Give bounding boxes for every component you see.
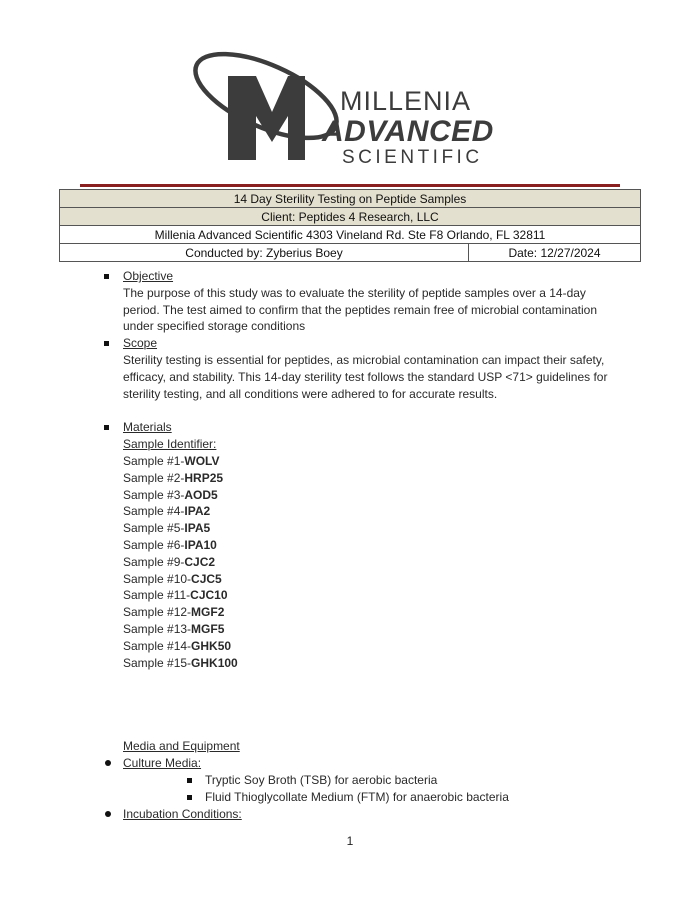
square-bullet-icon: [104, 341, 109, 346]
scope-text: Sterility testing is essential for peptides, as microbial contamination can impact their safety, efficacy, and stability. This 14-day sterility test follows the standard USP <71> guidelines for sterility testing, and all conditions were adhered to for accurate results.: [123, 352, 608, 401]
report-header-table: [59, 189, 641, 262]
list-item: [123, 470, 623, 487]
sample-list: [123, 453, 623, 671]
scope-heading: [123, 335, 623, 352]
square-bullet-icon: [104, 425, 109, 430]
list-item: [123, 503, 623, 520]
objective-title: Objective: [123, 269, 174, 283]
sample-code: GHK100: [191, 655, 238, 670]
client-name: Client: Peptides 4 Research, LLC: [60, 208, 641, 226]
round-bullet-icon: [105, 760, 111, 766]
list-item: [123, 638, 623, 655]
list-item: [123, 587, 623, 604]
logo-m-mark: [228, 76, 305, 160]
sample-prefix: Sample #5-: [123, 521, 185, 536]
materials-heading: [123, 419, 623, 436]
sample-prefix: Sample #9-: [123, 554, 185, 569]
sample-code: HRP25: [184, 470, 224, 485]
sample-prefix: Sample #14-: [123, 638, 192, 653]
sample-code: AOD5: [184, 487, 218, 502]
objective-text: The purpose of this study was to evaluate the sterility of peptide samples over a 14-day period. The test aimed to confirm that the peptides remain free of microbial contamination under specified storage conditions: [123, 285, 598, 334]
round-bullet-icon: [105, 811, 111, 817]
logo-text-scientific: SCIENTIFIC: [342, 147, 483, 168]
logo-text-advanced: ADVANCED: [322, 115, 494, 148]
list-item: [123, 487, 623, 504]
sample-identifier-label: Sample Identifier:: [123, 437, 217, 452]
list-item: [123, 604, 623, 621]
sample-code: IPA10: [184, 537, 217, 552]
square-bullet-icon: [104, 274, 109, 279]
sample-prefix: Sample #13-: [123, 621, 192, 636]
report-title: 14 Day Sterility Testing on Peptide Samples: [60, 190, 641, 208]
sample-prefix: Sample #10-: [123, 571, 192, 586]
list-item: [123, 772, 623, 789]
square-bullet-icon: [187, 778, 192, 783]
conducted-by: Conducted by: Zyberius Boey: [60, 244, 469, 262]
list-item: [123, 554, 623, 571]
list-item: [123, 571, 623, 588]
sample-prefix: Sample #12-: [123, 605, 192, 620]
sample-prefix: Sample #6-: [123, 537, 185, 552]
scope-title: Scope: [123, 336, 158, 351]
sample-code: WOLV: [184, 453, 220, 468]
list-item: [123, 621, 623, 638]
sample-code: MGF5: [191, 621, 225, 636]
list-item: [123, 789, 623, 806]
list-item: [123, 453, 623, 470]
culture-media-heading: [123, 755, 623, 772]
materials-title: Materials: [123, 420, 172, 435]
incubation-heading: [123, 806, 623, 823]
sample-prefix: Sample #3-: [123, 487, 185, 502]
page-number: 1: [346, 834, 354, 848]
sample-code: CJC5: [191, 571, 222, 586]
culture-item-ftm: Fluid Thioglycollate Medium (FTM) for anaerobic bacteria: [205, 789, 509, 804]
sample-code: GHK50: [191, 638, 232, 653]
logo-text-millenia: MILLENIA: [340, 86, 472, 116]
sample-prefix: Sample #4-: [123, 504, 185, 519]
sample-prefix: Sample #1-: [123, 453, 185, 468]
sample-prefix: Sample #15-: [123, 655, 192, 670]
media-equipment-heading: Media and Equipment: [123, 739, 240, 754]
objective-heading: [123, 268, 623, 285]
company-logo: [190, 38, 520, 168]
sample-prefix: Sample #11-: [123, 588, 191, 603]
header-divider: [80, 184, 620, 187]
culture-item-tsb: Tryptic Soy Broth (TSB) for aerobic bacteria: [205, 772, 438, 787]
report-body: [123, 268, 623, 822]
report-date: Date: 12/27/2024: [469, 244, 641, 262]
square-bullet-icon: [187, 795, 192, 800]
table-row: [60, 208, 641, 226]
sample-code: CJC2: [184, 554, 216, 569]
table-row: [60, 226, 641, 244]
lab-address: Millenia Advanced Scientific 4303 Vineland Rd. Ste F8 Orlando, FL 32811: [60, 226, 641, 244]
sample-code: MGF2: [191, 605, 225, 620]
sample-code: IPA2: [184, 504, 211, 519]
sample-prefix: Sample #2-: [123, 470, 185, 485]
list-item: [123, 537, 623, 554]
list-item: [123, 655, 623, 672]
sample-code: IPA5: [184, 521, 211, 536]
sample-code: CJC10: [190, 588, 228, 603]
culture-media-title: Culture Media:: [123, 756, 202, 771]
incubation-title: Incubation Conditions:: [123, 806, 242, 821]
table-row: [60, 244, 641, 262]
table-row: [60, 190, 641, 208]
list-item: [123, 520, 623, 537]
